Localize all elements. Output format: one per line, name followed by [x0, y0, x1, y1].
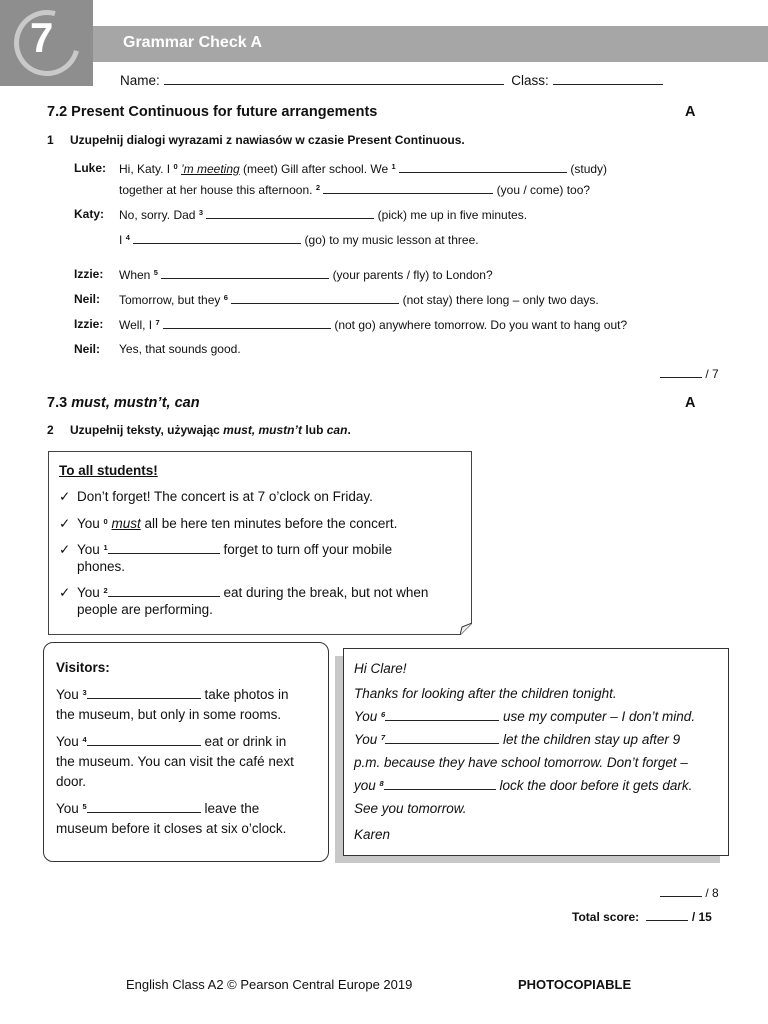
- text: use my computer – I don’t mind.: [502, 709, 696, 724]
- note-line-4: p.m. because they have school tomorrow. Don’t forget –: [354, 755, 688, 770]
- section1-letter: A: [685, 104, 696, 120]
- speaker-izzie: Izzie:: [74, 317, 104, 331]
- total-max: / 15: [691, 910, 712, 924]
- gap-number: 7: [155, 318, 160, 327]
- text: When: [119, 268, 151, 282]
- gap-number: 1: [391, 162, 396, 171]
- gap-number: 2: [103, 586, 108, 595]
- visitors-line-3: [56, 799, 259, 819]
- gap-5[interactable]: [87, 801, 201, 813]
- note-line-2: [354, 705, 695, 728]
- text: You: [354, 732, 378, 747]
- name-field[interactable]: [164, 73, 504, 85]
- task2-number: 2: [47, 423, 54, 437]
- gap-number: 0: [173, 162, 178, 171]
- note-line-6: See you tomorrow.: [354, 801, 467, 816]
- note-box: [343, 648, 729, 856]
- check-icon: ✓: [59, 489, 71, 504]
- gap-number: 6: [223, 293, 228, 302]
- gap-number: 1: [103, 543, 108, 552]
- text: you: [354, 778, 376, 793]
- name-label: Name:: [120, 73, 160, 88]
- gap-1[interactable]: [399, 161, 567, 173]
- example-answer: must: [111, 516, 141, 531]
- gap-7[interactable]: [163, 317, 331, 329]
- speaker-neil: Neil:: [74, 292, 101, 306]
- notice-item-4-cont: people are performing.: [77, 602, 213, 617]
- gap-3[interactable]: [206, 207, 374, 219]
- gap-number: 3: [198, 208, 203, 217]
- check-icon: ✓: [59, 516, 71, 531]
- notice-title: To all students!: [59, 463, 158, 478]
- visitors-line-1-cont: the museum, but only in some rooms.: [56, 707, 282, 722]
- score-max: / 7: [705, 367, 719, 381]
- gap-2[interactable]: [108, 585, 220, 597]
- section2-letter: A: [685, 395, 696, 411]
- section1-score: [660, 366, 719, 381]
- text: (pick) me up in five minutes.: [377, 208, 528, 222]
- text: (study): [570, 162, 608, 176]
- text: You: [77, 585, 100, 600]
- gap-number: 6: [381, 710, 386, 719]
- gap-3[interactable]: [87, 687, 201, 699]
- text: lub: [305, 423, 324, 437]
- speaker-luke: Luke:: [74, 161, 107, 175]
- text: (your parents / fly) to London?: [332, 268, 493, 282]
- text: lock the door before it gets dark.: [499, 778, 693, 793]
- text: together at her house this afternoon.: [119, 183, 313, 197]
- gap-number: 3: [82, 688, 87, 697]
- text: You: [56, 801, 79, 816]
- gap-number: 2: [315, 183, 320, 192]
- text: all be here ten minutes before the concert.: [144, 516, 398, 531]
- score-max: / 8: [705, 886, 719, 900]
- total-field[interactable]: [646, 909, 688, 921]
- section2-score: [660, 885, 719, 900]
- text: take photos in: [204, 687, 289, 702]
- visitors-line-1: [56, 685, 289, 705]
- gap-6[interactable]: [385, 709, 499, 721]
- text: can: [326, 423, 348, 437]
- visitors-line-3-cont: museum before it closes at six o’clock.: [56, 821, 287, 836]
- heading-words: must, mustn’t, can: [71, 395, 200, 411]
- text: You: [77, 516, 100, 531]
- example-answer: ’m meeting: [180, 162, 240, 176]
- text: You: [77, 542, 100, 557]
- task1-number: 1: [47, 133, 54, 147]
- text: (go) to my music lesson at three.: [304, 233, 479, 247]
- text: No, sorry. Dad: [119, 208, 196, 222]
- note-greeting: Hi Clare!: [354, 661, 407, 676]
- score-field[interactable]: [660, 366, 702, 378]
- gap-8[interactable]: [384, 778, 496, 790]
- name-row: [120, 73, 663, 88]
- visitors-box: [43, 642, 329, 862]
- note-signature: Karen: [354, 827, 391, 842]
- score-field[interactable]: [660, 885, 702, 897]
- text: (not go) anywhere tomorrow. Do you want to hang out?: [334, 318, 628, 332]
- text: let the children stay up after 9: [502, 732, 681, 747]
- gap-number: 0: [103, 517, 108, 526]
- visitors-line-2-end: door.: [56, 774, 87, 789]
- note-line-5: [354, 774, 692, 797]
- text: eat or drink in: [204, 734, 287, 749]
- text: You: [56, 734, 79, 749]
- dialogue-line-7: [119, 317, 627, 332]
- footer-copyright: English Class A2 © Pearson Central Europe 2019: [126, 977, 413, 992]
- check-icon: ✓: [59, 585, 71, 600]
- unit-badge: [0, 0, 93, 86]
- section1-heading: 7.2 Present Continuous for future arrangements: [47, 104, 378, 120]
- gap-6[interactable]: [231, 292, 399, 304]
- gap-7[interactable]: [385, 732, 499, 744]
- page-curl-icon: [460, 623, 472, 635]
- text: leave the: [204, 801, 260, 816]
- footer-photocopiable: PHOTOCOPIABLE: [518, 977, 632, 992]
- task2-instruction: [70, 423, 351, 437]
- gap-number: 5: [82, 802, 87, 811]
- text: Tomorrow, but they: [119, 293, 221, 307]
- text: I: [119, 233, 123, 247]
- text: must, mustn’t: [223, 423, 303, 437]
- text: Well, I: [119, 318, 153, 332]
- text: Hi, Katy. I: [119, 162, 171, 176]
- gap-4[interactable]: [87, 734, 201, 746]
- task1-instruction: Uzupełnij dialogi wyrazami z nawiasów w czasie Present Continuous.: [70, 133, 465, 147]
- text: (you / come) too?: [496, 183, 591, 197]
- note-line-3: [354, 728, 680, 751]
- notice-item-2: [59, 514, 397, 534]
- title-bar: [93, 26, 768, 62]
- gap-number: 5: [153, 268, 158, 277]
- notice-box: [48, 451, 472, 635]
- visitors-line-2-cont: the museum. You can visit the café next: [56, 754, 294, 769]
- notice-item-1: [59, 487, 373, 507]
- total-score: [572, 909, 712, 924]
- gap-number: 8: [379, 779, 384, 788]
- dialogue-line-5: [119, 267, 493, 282]
- gap-number: 7: [381, 733, 386, 742]
- dialogue-line-4: [119, 232, 479, 247]
- dialogue-line-2: [119, 182, 590, 197]
- notice-item-3-cont: phones.: [77, 559, 126, 574]
- text: Uzupełnij teksty, używając: [70, 423, 220, 437]
- text: You: [354, 709, 378, 724]
- heading-number: 7.3: [47, 395, 68, 411]
- visitors-title: Visitors:: [56, 660, 110, 675]
- check-icon: ✓: [59, 542, 71, 557]
- dialogue-line-3: [119, 207, 527, 222]
- gap-number: 4: [82, 735, 87, 744]
- total-label: Total score:: [572, 910, 640, 924]
- class-label: Class:: [511, 73, 549, 88]
- speaker-izzie: Izzie:: [74, 267, 104, 281]
- speaker-neil: Neil:: [74, 342, 101, 356]
- section2-heading: [47, 395, 200, 411]
- gap-number: 4: [125, 233, 130, 242]
- class-field[interactable]: [553, 73, 663, 85]
- text: (meet) Gill after school. We: [243, 162, 389, 176]
- dialogue-line-6: [119, 292, 599, 307]
- text: Don’t forget! The concert is at 7 o’clock on Friday.: [77, 489, 373, 504]
- text: (not stay) there long – only two days.: [402, 293, 599, 307]
- speaker-katy: Katy:: [74, 207, 105, 221]
- unit-number: 7: [30, 14, 54, 61]
- text: You: [56, 687, 79, 702]
- gap-5[interactable]: [161, 267, 329, 279]
- text: forget to turn off your mobile: [223, 542, 393, 557]
- note-line-1: Thanks for looking after the children tonight.: [354, 686, 617, 701]
- dialogue-line-8: Yes, that sounds good.: [119, 342, 241, 356]
- dialogue-line-1: [119, 161, 607, 176]
- text: eat during the break, but not when: [223, 585, 429, 600]
- page-title: Grammar Check A: [123, 34, 263, 51]
- gap-1[interactable]: [108, 542, 220, 554]
- visitors-line-2: [56, 732, 286, 752]
- gap-4[interactable]: [133, 232, 301, 244]
- gap-2[interactable]: [323, 182, 493, 194]
- text: .: [347, 423, 351, 437]
